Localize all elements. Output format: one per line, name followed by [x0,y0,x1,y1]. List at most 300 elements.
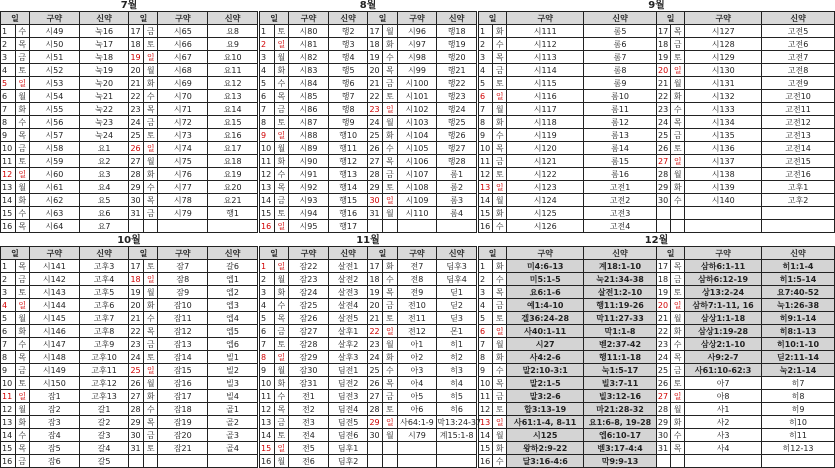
weekday: 화 [383,38,398,51]
weekday: 일 [671,390,685,403]
weekday: 목 [143,325,158,338]
weekday: 월 [493,429,507,442]
ot-reading: 시88 [289,129,329,142]
ot-reading: 시79 [158,207,208,220]
weekday: 토 [274,25,289,38]
day-number: 2 [479,273,493,286]
table-row [260,325,477,338]
day-number: 8 [479,116,493,129]
nt-reading: 고전16 [762,168,835,181]
day-number: 27 [368,155,383,168]
nt-reading: 요1:6-8, 19-28 [584,416,657,429]
day-number: 23 [656,103,670,116]
day-number: 2 [260,38,275,51]
nt-reading: 행23 [437,90,477,103]
month-title: 7월 [120,0,138,11]
ot-reading: 시147 [30,338,80,351]
day-number: 20 [656,64,670,77]
day-number: 10 [260,377,275,390]
ot-reading: 시67 [158,51,208,64]
ot-reading: 말3:2-6 [507,390,584,403]
nt-reading: 갈2 [79,416,129,429]
ot-reading: 시118 [507,116,584,129]
header-nt: 신약 [584,12,657,25]
table-row [260,312,477,325]
ot-reading: 시142 [30,273,80,286]
weekday: 월 [493,194,507,207]
ot-reading: 아1 [397,338,437,351]
nt-reading: 요17 [208,142,258,155]
day-number: 16 [260,455,275,468]
nt-reading: 살전4 [328,299,368,312]
month-table [259,235,482,468]
day-number: 7 [260,338,275,351]
nt-reading [762,207,835,220]
nt-reading: 눅1:26-38 [762,299,835,312]
ot-reading: 시115 [507,77,584,90]
ot-reading: 시110 [397,207,437,220]
nt-reading: 롬7 [584,51,657,64]
ot-reading [397,442,437,455]
ot-reading: 겔36:24-28 [507,312,584,325]
day-number: 12 [479,168,493,181]
weekday: 수 [493,220,507,233]
ot-reading: 잠13 [158,338,208,351]
ot-reading: 시70 [158,90,208,103]
day-number: 14 [1,429,16,442]
day-number: 20 [368,64,383,77]
weekday: 금 [143,116,158,129]
day-number: 5 [260,77,275,90]
month-title: 11월 [356,235,380,246]
ot-reading: 시78 [158,194,208,207]
day-number: 21 [129,312,144,325]
ot-reading: 시149 [30,364,80,377]
nt-reading: 고전10 [762,90,835,103]
table-row [479,442,835,455]
month-title: 9월 [648,0,665,11]
table-row [479,77,835,90]
weekday: 금 [671,129,685,142]
ot-reading: 사61:1-4, 8-11 [507,416,584,429]
ot-reading: 시85 [289,90,329,103]
ot-reading: 시79 [397,429,437,442]
ot-reading: 시57 [30,129,80,142]
weekday: 일 [143,51,158,64]
day-number: 23 [129,338,144,351]
nt-reading: 골1 [208,403,258,416]
table-row [1,338,258,351]
month-block [259,235,482,468]
day-number: 28 [656,168,670,181]
ot-reading: 시77 [158,181,208,194]
nt-reading: 살전5 [328,312,368,325]
nt-reading: 몬1 [437,325,477,338]
nt-reading: 살전1:2-10 [584,286,657,299]
table-row [479,38,835,51]
day-number: 13 [479,181,493,194]
day-number: 1 [1,260,16,273]
ot-reading: 시65 [158,25,208,38]
nt-reading: 눅18 [79,51,129,64]
weekday: 목 [383,377,398,390]
ot-reading: 잠11 [158,312,208,325]
weekday: 수 [493,455,507,468]
nt-reading: 막9:9-13 [584,455,657,468]
day-number: 7 [1,103,16,116]
day-number: 17 [368,260,383,273]
table-row [260,155,477,168]
nt-reading: 행4 [328,51,368,64]
weekday: 월 [274,51,289,64]
weekday: 화 [143,299,158,312]
table-row [1,364,258,377]
header-day: 일 [260,12,289,25]
ot-reading: 시123 [507,181,584,194]
weekday: 화 [671,181,685,194]
weekday: 수 [383,142,398,155]
day-number: 28 [129,168,144,181]
weekday: 월 [274,273,289,286]
month-table [478,235,835,468]
weekday: 일 [383,103,398,116]
weekday: 화 [274,377,289,390]
day-number: 20 [368,299,383,312]
day-number: 13 [1,416,16,429]
month-block [0,0,258,233]
ot-reading: 시87 [289,116,329,129]
weekday: 일 [15,168,30,181]
table-row [260,377,477,390]
day-number: 13 [260,416,275,429]
day-number: 30 [656,429,670,442]
nt-reading: 요12 [208,77,258,90]
ot-reading: 시51 [30,51,80,64]
day-number: 8 [1,351,16,364]
weekday: 토 [671,142,685,155]
ot-reading: 미5:1-5 [507,273,584,286]
nt-reading: 눅21 [79,90,129,103]
weekday: 화 [671,416,685,429]
weekday: 일 [274,442,289,455]
table-row [1,390,258,403]
ot-reading: 시146 [30,325,80,338]
day-number [656,220,670,233]
weekday: 금 [274,325,289,338]
nt-reading: 히1:5-14 [762,273,835,286]
month-block [0,235,258,468]
ot-reading: 상13:2-24 [685,286,762,299]
ot-reading: 전9 [397,286,437,299]
day-number: 21 [656,312,670,325]
ot-reading: 잠26 [289,312,329,325]
ot-reading: 시53 [30,77,80,90]
ot-reading: 삼상1:19-28 [685,325,762,338]
ot-reading: 시49 [30,25,80,38]
ot-reading: 전10 [397,299,437,312]
day-number: 15 [1,207,16,220]
day-number: 25 [129,364,144,377]
nt-reading: 고후10 [79,351,129,364]
nt-reading: 딛3 [437,312,477,325]
weekday: 금 [274,103,289,116]
table-row [479,299,835,312]
table-row [1,325,258,338]
ot-reading: 시72 [158,116,208,129]
table-row [479,416,835,429]
ot-reading: 전6 [289,455,329,468]
weekday: 화 [383,129,398,142]
nt-reading: 롬16 [584,168,657,181]
day-number: 5 [1,77,16,90]
ot-reading [685,455,762,468]
ot-reading: 시74 [158,142,208,155]
day-number: 1 [479,25,493,38]
weekday: 목 [143,103,158,116]
weekday: 일 [274,351,289,364]
ot-reading: 시98 [397,51,437,64]
weekday: 일 [383,325,398,338]
header-day: 일 [368,12,397,25]
weekday: 월 [15,403,30,416]
weekday: 일 [383,194,398,207]
nt-reading: 고후1 [762,181,835,194]
nt-reading: 고후13 [79,390,129,403]
day-number: 19 [129,51,144,64]
day-number: 12 [260,403,275,416]
weekday: 일 [671,155,685,168]
nt-reading: 눅23 [79,116,129,129]
header-nt: 신약 [328,12,368,25]
nt-reading: 골4 [208,442,258,455]
day-number: 24 [656,351,670,364]
ot-reading: 시124 [507,194,584,207]
table-row [479,181,835,194]
ot-reading: 시68 [158,64,208,77]
table-row [1,181,258,194]
weekday [671,455,685,468]
day-number: 25 [656,364,670,377]
day-number: 13 [1,181,16,194]
weekday: 월 [671,77,685,90]
ot-reading: 시102 [397,103,437,116]
nt-reading: 롬13 [584,129,657,142]
ot-reading: 시92 [289,181,329,194]
ot-reading [158,455,208,468]
nt-reading: 빌4 [208,390,258,403]
table-row [1,377,258,390]
nt-reading: 고전4 [584,220,657,233]
weekday: 수 [383,364,398,377]
weekday: 금 [383,299,398,312]
nt-reading: 딤후2 [328,455,368,468]
ot-reading: 잠7 [158,260,208,273]
ot-reading: 사61:10-62:3 [685,364,762,377]
nt-reading: 행17 [328,220,368,233]
weekday: 수 [15,338,30,351]
nt-reading [437,220,477,233]
day-number: 17 [368,25,383,38]
nt-reading: 요20 [208,181,258,194]
weekday: 토 [15,155,30,168]
weekday: 일 [671,299,685,312]
ot-reading: 삼상2:1-10 [685,338,762,351]
day-number: 24 [368,351,383,364]
table-row [260,168,477,181]
table-row [1,38,258,51]
day-number: 9 [1,364,16,377]
day-number [368,220,383,233]
day-number: 10 [479,142,493,155]
nt-reading: 눅1:5-17 [584,364,657,377]
day-number: 30 [368,194,383,207]
nt-reading: 엡4 [208,312,258,325]
table-row [479,364,835,377]
day-number: 16 [1,455,16,468]
nt-reading: 계15:1-8 [437,429,477,442]
nt-reading [208,220,258,233]
nt-reading: 딤전1 [328,364,368,377]
weekday: 월 [274,455,289,468]
day-number: 30 [656,194,670,207]
nt-reading: 행25 [437,116,477,129]
table-row [260,390,477,403]
header-ot: 구약 [685,12,762,25]
table-row [260,194,477,207]
day-number: 6 [479,325,493,338]
weekday: 일 [493,416,507,429]
nt-reading: 고후7 [79,312,129,325]
ot-reading: 시63 [30,207,80,220]
ot-reading: 사3 [685,429,762,442]
ot-reading: 시119 [507,129,584,142]
day-number: 29 [129,416,144,429]
ot-reading: 말2:10-3:1 [507,364,584,377]
day-number: 23 [656,338,670,351]
nt-reading: 행10 [328,129,368,142]
ot-reading: 시122 [507,168,584,181]
day-number: 30 [129,194,144,207]
weekday: 월 [15,312,30,325]
nt-reading: 요7 [79,220,129,233]
nt-reading: 딛2 [437,299,477,312]
day-number: 21 [656,77,670,90]
nt-reading: 딛2:11-14 [762,351,835,364]
day-number [368,442,383,455]
nt-reading [437,455,477,468]
nt-reading: 엡6 [208,338,258,351]
ot-reading [397,455,437,468]
table-row [1,90,258,103]
day-number: 9 [479,129,493,142]
ot-reading: 잠29 [289,351,329,364]
weekday: 월 [383,25,398,38]
nt-reading: 고전5 [762,25,835,38]
ot-reading: 잠6 [30,455,80,468]
month-block [259,0,477,233]
ot-reading: 시114 [507,64,584,77]
nt-reading: 요16 [208,129,258,142]
day-number: 23 [129,103,144,116]
day-number: 6 [479,90,493,103]
weekday: 토 [15,64,30,77]
day-number: 20 [129,64,144,77]
table-row [479,220,835,233]
day-number: 18 [656,273,670,286]
day-number: 14 [260,429,275,442]
table-row [260,25,477,38]
day-number: 10 [1,142,16,155]
ot-reading: 전5 [289,442,329,455]
ot-reading: 시129 [685,51,762,64]
ot-reading: 잠3 [30,416,80,429]
table-row [1,429,258,442]
day-number: 3 [260,286,275,299]
table-row [260,181,477,194]
nt-reading: 행14 [328,181,368,194]
nt-reading: 엡5 [208,325,258,338]
nt-reading: 롬2 [437,181,477,194]
day-number: 27 [129,390,144,403]
day-number: 24 [656,116,670,129]
weekday: 토 [143,351,158,364]
ot-reading: 시62 [30,194,80,207]
ot-reading: 시27 [507,338,584,351]
nt-reading: 행20 [437,51,477,64]
nt-reading: 행16 [328,207,368,220]
ot-reading: 시103 [397,116,437,129]
ot-reading: 잠21 [158,442,208,455]
weekday: 금 [493,299,507,312]
day-number: 6 [260,90,275,103]
weekday: 토 [143,442,158,455]
table-row [260,142,477,155]
nt-reading: 고후11 [79,364,129,377]
nt-reading: 롬12 [584,116,657,129]
weekday: 수 [383,273,398,286]
weekday: 월 [383,338,398,351]
weekday: 화 [493,25,507,38]
weekday: 수 [143,90,158,103]
ot-reading: 시95 [289,220,329,233]
table-row [479,155,835,168]
nt-reading: 눅17 [79,38,129,51]
weekday: 일 [493,181,507,194]
ot-reading: 시109 [397,194,437,207]
nt-reading: 요1 [79,142,129,155]
weekday: 토 [143,129,158,142]
day-number: 2 [479,38,493,51]
day-number: 17 [129,25,144,38]
ot-reading: 시135 [685,129,762,142]
weekday: 목 [383,155,398,168]
nt-reading: 요13 [208,90,258,103]
weekday: 금 [383,168,398,181]
ot-reading: 시90 [289,155,329,168]
header-ot: 구약 [30,247,80,260]
ot-reading: 잠12 [158,325,208,338]
weekday: 토 [274,338,289,351]
ot-reading: 잠28 [289,338,329,351]
weekday: 목 [15,351,30,364]
weekday: 목 [15,129,30,142]
ot-reading: 시148 [30,351,80,364]
nt-reading: 행19 [437,38,477,51]
ot-reading: 시100 [397,77,437,90]
day-number: 30 [368,429,383,442]
weekday: 금 [493,64,507,77]
header-nt: 신약 [437,247,477,260]
